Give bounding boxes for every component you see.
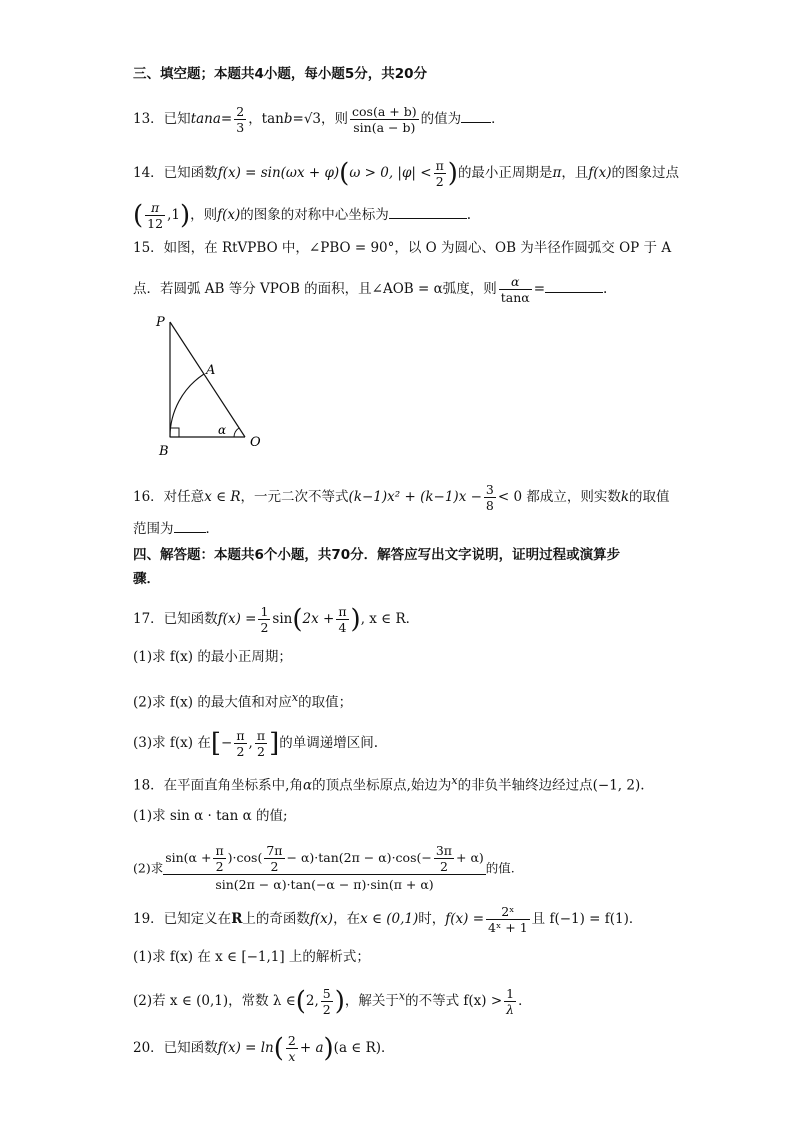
q19-end: ． — [518, 993, 532, 1009]
q16-mid: ，一元二次不等式 — [240, 489, 349, 505]
question-17: 17．已知函数f(x) = $\frac{1}{2}$ sin(2x + $\frac{\pi}{4}$ ), x ∈ R． — [133, 604, 420, 635]
q19-r: R — [231, 911, 243, 927]
q18-n1d: 2 — [215, 859, 224, 874]
q18-p2: (2)求 — [133, 860, 164, 876]
q13-frac-num: 2 — [236, 104, 245, 119]
q18-numerator — [163, 843, 486, 875]
q18-end: . — [640, 777, 645, 794]
q16-answer-blank[interactable] — [174, 518, 206, 533]
q14-tail2: 的图象过点 — [611, 165, 679, 181]
q15-line2a: 点．若圆弧 AB 等分 VPOB 的面积，且∠AOB = α弧度，则 — [133, 281, 497, 297]
question-15-line2 — [133, 274, 607, 305]
label-a: A — [206, 363, 216, 378]
q18-n2d: 2 — [270, 859, 279, 874]
q17-p2x: x — [291, 691, 299, 704]
q16-lead: 16．对任意 — [133, 489, 205, 505]
q18-big-fraction — [163, 843, 486, 895]
q14-answer-blank[interactable] — [389, 204, 467, 219]
q19-num: 2ˣ — [486, 904, 530, 920]
angle-alpha-mark — [234, 428, 239, 437]
q18-line1c: 的非负半轴终边经过点 — [457, 777, 593, 794]
q19-dom: x ∈ (0,1) — [360, 911, 419, 927]
q13-tan-a: tan — [190, 111, 213, 127]
question-18 — [133, 771, 645, 796]
q14-pt-den: 12 — [147, 216, 164, 231]
q17-pi-num: π — [338, 604, 347, 619]
q17-half-num: 1 — [260, 604, 269, 619]
q14-end: . — [466, 207, 472, 223]
question-19-part1: (1)求 f(x) 在 x ∈ [−1,1] 上的解析式； — [133, 949, 370, 965]
q18-n3d: 2 — [439, 859, 448, 874]
q17-tail: , x ∈ R． — [360, 611, 420, 627]
q16-fraction — [484, 482, 496, 513]
q19-p2-den: 2 — [322, 1002, 331, 1017]
label-b: B — [159, 444, 169, 459]
q18-denominator: sin(2π − α)·tan(−α − π)·sin(π + α) — [215, 877, 434, 892]
label-alpha: α — [218, 423, 227, 437]
q17-hi-den: 2 — [256, 744, 265, 759]
q16-k: k — [620, 489, 630, 505]
question-13: 13．已知tana= $\frac{2}{3}$ ，tanb=√3，则 $\frac{\cos(a + b)}{\sin(a - b)}$ 的值为 ． — [133, 104, 505, 135]
question-16-line2 — [133, 518, 219, 539]
q18-x: x — [451, 774, 458, 787]
q18-n2n: 7π — [266, 843, 283, 858]
q13-tan-b: ，tan — [248, 111, 284, 127]
q20-lead: 20．已知函数 — [133, 1040, 218, 1056]
q18-n4: + α) — [456, 850, 484, 865]
q17-lo-num: π — [236, 728, 245, 743]
q16-num: 3 — [485, 482, 494, 497]
q19-p2-fn: 1 — [506, 986, 515, 1001]
question-15: 15．如图，在 RtVPBO 中，∠PBO = 90°，以 O 为圆心、OB 为半径作圆弧交 OP 于 A — [133, 240, 672, 256]
q14-two: 2 — [435, 174, 444, 189]
q13-lead: 13．已知 — [133, 111, 191, 127]
q13-sqrt3: =√3 — [292, 111, 322, 127]
q14-point-x — [145, 200, 165, 231]
q14-line2b: 的图象的对称中心坐标为 — [240, 207, 389, 223]
triangle-figure — [150, 310, 280, 460]
q14-pi: π — [435, 158, 444, 173]
q19-fx: f(x) — [309, 911, 334, 927]
q18-line1b: 的顶点坐标原点,始边为 — [312, 777, 452, 794]
q17-pi-quarter — [336, 604, 348, 635]
q14-period: π — [552, 165, 562, 181]
q17-sin: sin — [272, 611, 293, 627]
q13-then: ，则 — [321, 111, 349, 127]
q18-n3n: 3π — [435, 843, 452, 858]
q19-p2-num: 5 — [322, 986, 331, 1001]
label-p: P — [156, 315, 165, 330]
q18-line1: 18．在平面直角坐标系中,角 — [133, 777, 303, 794]
q17-lo — [234, 728, 246, 759]
q19-p2a: (2)若 x ∈ (0,1)，常数 λ ∈ — [133, 993, 296, 1009]
q19-lead: 19．已知定义在 — [133, 911, 232, 927]
question-19-part2: (2)若 x ∈ (0,1)，常数 λ ∈(2, $\frac{5}{2}$ )，解关于$^x$的不等式 f(x) > $\frac{1}{\lambda}$ ． — [133, 986, 532, 1017]
question-17-part1: (1)求 f(x) 的最小正周期； — [133, 649, 292, 665]
q14-func: f(x) = sin(ωx + φ) — [217, 165, 340, 181]
q13-end: ． — [491, 111, 505, 127]
q18-n1: sin(α + — [165, 850, 212, 865]
q14-mid: 的最小正周期是 — [457, 165, 553, 181]
q19-fx2: f(x) = — [445, 911, 485, 927]
segment-po — [170, 322, 245, 437]
q19-mid: 上的奇函数 — [242, 911, 310, 927]
q19-tail: 且 f(−1) = f(1)． — [531, 911, 643, 927]
q18-p2b: 的值. — [485, 860, 515, 876]
q17-fx: f(x) = — [217, 611, 257, 627]
q14-line2: ，则 — [190, 207, 218, 223]
question-17-part3: (3)求 f(x) 在[− $\frac{\pi}{2}$ , $\frac{\pi}{2}$ ]的单调递增区间. — [133, 728, 379, 759]
q17-p3a: (3)求 f(x) 在 — [133, 735, 211, 751]
q18-point: (−1, 2) — [592, 777, 641, 794]
q13-frac-den: 3 — [236, 120, 245, 135]
q15-fraction — [499, 274, 532, 305]
question-14: 14．已知函数f(x) = sin(ωx + φ)(ω > 0, |φ| < $\frac{\pi}{2}$ )的最小正周期是π，且f(x)的图象过点 — [133, 158, 679, 189]
q18-n3: − α)·tan(2π − α)·cos(− — [286, 850, 432, 865]
q14-pt-y: ,1 — [167, 207, 180, 223]
q19-p2-lo: 2, — [305, 993, 319, 1009]
q13-eq: = — [220, 111, 233, 127]
q14-lead: 14．已知函数 — [133, 165, 218, 181]
label-o: O — [250, 435, 261, 450]
q17-hi-num: π — [256, 728, 266, 743]
q17-p2a: (2)求 f(x) 的最大值和对应 — [133, 694, 292, 711]
q19-p2c: 的不等式 f(x) > — [405, 993, 503, 1009]
q19-mid3: 时， — [418, 911, 446, 927]
q17-p3b: 的单调递增区间. — [279, 735, 379, 751]
q20-den: x — [288, 1049, 296, 1064]
q14-cond: ω > 0, |φ| < — [349, 165, 432, 181]
q14-pi-half — [434, 158, 446, 189]
question-18-part2 — [133, 843, 515, 895]
q17-half-den: 2 — [260, 620, 269, 635]
q15-end: . — [603, 281, 608, 297]
right-angle-mark — [170, 428, 179, 437]
question-17-part2 — [133, 688, 352, 713]
q19-p2b: ，解关于 — [344, 993, 399, 1009]
q14-fx: f(x) — [588, 165, 612, 181]
section3-header: 三、填空题；本题共4小题，每小题5分，共20分 — [133, 66, 428, 82]
q17-p2b: 的取值； — [298, 694, 353, 711]
question-19 — [133, 904, 642, 935]
question-18-part1: (1)求 sin α · tan α 的值; — [133, 808, 288, 824]
q14-fx-2: f(x) — [217, 207, 241, 223]
question-20: 20．已知函数f(x) = ln( $\frac{2}{x}$ + a)(a ∈ R)． — [133, 1033, 395, 1064]
q18-n1n: π — [215, 843, 224, 858]
q13-sin-den: sin(a − b) — [353, 120, 416, 135]
q20-tail: (a ∈ R)． — [333, 1040, 395, 1056]
question-16 — [133, 482, 670, 513]
q15-answer-blank[interactable] — [545, 278, 603, 293]
q13-cos-num: cos(a + b) — [352, 104, 417, 119]
q17-lo-den: 2 — [236, 744, 245, 759]
q16-den: 8 — [485, 498, 494, 513]
q16-tail2: 的取值 — [629, 489, 670, 505]
q19-fraction — [486, 904, 530, 935]
q16-cond: x ∈ R — [204, 489, 241, 505]
section4-header: 四、解答题：本题共6个小题，共70分．解答应写出文字说明，证明过程或演算步 — [133, 547, 621, 563]
q16-end: ． — [205, 521, 219, 537]
q13-fraction — [234, 104, 246, 135]
q19-mid2: ，在 — [333, 911, 361, 927]
section4-header-cont: 骤． — [133, 571, 160, 587]
q16-expr: (k−1)x² + (k−1)x − — [348, 489, 482, 505]
q16-line2: 范围为 — [133, 521, 174, 537]
q13-tail: 的值为 — [420, 111, 462, 127]
q18-alpha: α — [302, 777, 313, 794]
q20-plus: + a — [299, 1040, 324, 1056]
question-14-line2: ( $\frac{\pi}{12}$ ,1)，则f(x)的图象的对称中心坐标为 . — [133, 200, 472, 231]
q19-p2x: x — [398, 989, 406, 1003]
q20-num: 2 — [287, 1033, 296, 1048]
q16-tail: < 0 都成立，则实数 — [497, 489, 621, 505]
q15-frac-den: tanα — [500, 290, 530, 305]
q15-eq: = — [533, 281, 545, 297]
q14-tail: ，且 — [561, 165, 589, 181]
q19-den: 4ˣ + 1 — [488, 920, 528, 935]
q18-n2: )·cos( — [227, 850, 263, 865]
q17-arg: 2x + — [302, 611, 335, 627]
q17-lead: 17．已知函数 — [133, 611, 218, 627]
q13-answer-blank[interactable] — [461, 108, 491, 123]
q14-pt-num: π — [145, 200, 165, 216]
q13-ratio — [350, 104, 419, 135]
q17-hi — [255, 728, 267, 759]
q15-frac-num: α — [499, 274, 532, 290]
q17-half — [258, 604, 270, 635]
q17-pi-den: 4 — [338, 620, 347, 635]
q20-fx: f(x) = ln — [217, 1040, 274, 1056]
q19-p2-fd: λ — [506, 1002, 515, 1017]
